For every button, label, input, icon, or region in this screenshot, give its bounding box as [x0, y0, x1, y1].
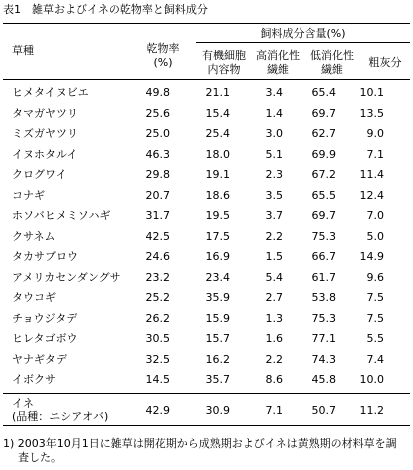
header-col-3-line2: 繊維	[321, 63, 343, 76]
header-bottom-rule	[3, 79, 410, 80]
header-col-1-line2: 内容物	[207, 63, 241, 76]
row-high-digest-fiber: 1.6	[265, 332, 283, 345]
row-dry-matter: 25.2	[145, 291, 170, 304]
table-top-rule	[3, 23, 410, 24]
row-dry-matter: 42.5	[145, 230, 170, 243]
row-low-digest-fiber: 69.9	[311, 148, 336, 161]
row-high-digest-fiber: 2.2	[265, 230, 283, 243]
row-low-digest-fiber: 69.7	[311, 107, 336, 120]
row-low-digest-fiber: 65.5	[311, 189, 336, 202]
footnote: 1) 2003年10月1日に雑草は開花期から成熟期およびイネは黄熟期の材料草を調	[3, 437, 397, 450]
row-low-digest-fiber: 75.3	[311, 312, 336, 325]
row-low-digest-fiber: 66.7	[311, 250, 336, 263]
header-col-4: 粗灰分	[368, 56, 402, 69]
row-species-name: タカサブロウ	[12, 250, 78, 263]
rice-separator-rule	[3, 393, 410, 394]
row-low-digest-fiber: 69.7	[311, 209, 336, 222]
row-low-digest-fiber: 62.7	[311, 127, 336, 140]
header-species: 草種	[12, 44, 34, 57]
row-high-digest-fiber: 1.3	[265, 312, 283, 325]
row-species-name: イヌホタルイ	[12, 148, 78, 161]
row-species-name: アメリカセンダングサ	[12, 271, 121, 284]
row-low-digest-fiber: 53.8	[311, 291, 336, 304]
row-low-digest-fiber: 65.4	[311, 86, 336, 99]
rice-variety: (品種：ニシアオバ)	[12, 410, 109, 423]
row-organic-cell: 15.4	[205, 107, 230, 120]
row-crude-ash: 5.0	[366, 230, 384, 243]
row-crude-ash: 11.4	[359, 168, 384, 181]
row-low-digest-fiber: 77.1	[311, 332, 336, 345]
header-dry-matter: 乾物率	[146, 42, 180, 55]
row-low-digest-fiber: 74.3	[311, 353, 336, 366]
row-organic-cell: 25.4	[205, 127, 230, 140]
rice-name: イネ	[12, 397, 34, 410]
row-dry-matter: 29.8	[145, 168, 170, 181]
row-organic-cell: 21.1	[205, 86, 230, 99]
row-organic-cell: 19.1	[205, 168, 230, 181]
footnote-continued: 査した。	[18, 451, 62, 464]
rice-low-digest-fiber: 50.7	[311, 404, 336, 417]
row-high-digest-fiber: 3.5	[265, 189, 283, 202]
feed-group-underline	[196, 42, 410, 43]
row-dry-matter: 46.3	[145, 148, 170, 161]
header-col-2: 高消化性	[256, 49, 300, 62]
row-high-digest-fiber: 1.5	[265, 250, 283, 263]
row-species-name: ヒレタゴボウ	[12, 332, 78, 345]
row-organic-cell: 15.9	[205, 312, 230, 325]
row-dry-matter: 30.5	[145, 332, 170, 345]
row-crude-ash: 7.0	[366, 209, 384, 222]
row-high-digest-fiber: 5.4	[265, 271, 283, 284]
row-dry-matter: 23.2	[145, 271, 170, 284]
header-col-2-line2: 繊維	[267, 63, 289, 76]
row-organic-cell: 16.9	[205, 250, 230, 263]
row-low-digest-fiber: 45.8	[311, 373, 336, 386]
row-dry-matter: 25.0	[145, 127, 170, 140]
row-species-name: クログワイ	[12, 168, 67, 181]
row-low-digest-fiber: 67.2	[311, 168, 336, 181]
row-crude-ash: 10.0	[359, 373, 384, 386]
row-organic-cell: 35.9	[205, 291, 230, 304]
row-dry-matter: 26.2	[145, 312, 170, 325]
row-organic-cell: 23.4	[205, 271, 230, 284]
row-crude-ash: 10.1	[359, 86, 384, 99]
row-high-digest-fiber: 2.7	[265, 291, 283, 304]
row-species-name: コナギ	[12, 189, 45, 202]
row-high-digest-fiber: 5.1	[265, 148, 283, 161]
row-crude-ash: 7.1	[366, 148, 384, 161]
rice-organic-cell: 30.9	[205, 404, 230, 417]
header-col-3: 低消化性	[310, 49, 354, 62]
row-organic-cell: 18.0	[205, 148, 230, 161]
row-species-name: クサネム	[12, 230, 56, 243]
row-dry-matter: 20.7	[145, 189, 170, 202]
row-dry-matter: 31.7	[145, 209, 170, 222]
row-crude-ash: 7.5	[366, 291, 384, 304]
row-crude-ash: 12.4	[359, 189, 384, 202]
row-crude-ash: 14.9	[359, 250, 384, 263]
row-species-name: タマガヤツリ	[12, 107, 78, 120]
row-high-digest-fiber: 1.4	[265, 107, 283, 120]
row-crude-ash: 7.5	[366, 312, 384, 325]
row-organic-cell: 15.7	[205, 332, 230, 345]
row-high-digest-fiber: 2.2	[265, 353, 283, 366]
row-dry-matter: 25.6	[145, 107, 170, 120]
row-high-digest-fiber: 8.6	[265, 373, 283, 386]
row-high-digest-fiber: 2.3	[265, 168, 283, 181]
header-col-1: 有機細胞	[202, 49, 246, 62]
row-low-digest-fiber: 61.7	[311, 271, 336, 284]
row-dry-matter: 32.5	[145, 353, 170, 366]
row-dry-matter: 24.6	[145, 250, 170, 263]
row-high-digest-fiber: 3.4	[265, 86, 283, 99]
row-organic-cell: 16.2	[205, 353, 230, 366]
row-species-name: ホソバヒメミソハギ	[12, 209, 111, 222]
row-organic-cell: 19.5	[205, 209, 230, 222]
row-species-name: ミズガヤツリ	[12, 127, 78, 140]
table-bottom-rule	[3, 425, 410, 426]
row-organic-cell: 35.7	[205, 373, 230, 386]
row-low-digest-fiber: 75.3	[311, 230, 336, 243]
rice-high-digest-fiber: 7.1	[265, 404, 283, 417]
header-dry-matter-unit: (%)	[153, 56, 173, 69]
row-high-digest-fiber: 3.0	[265, 127, 283, 140]
row-organic-cell: 18.6	[205, 189, 230, 202]
rice-crude-ash: 11.2	[359, 404, 384, 417]
header-feed-group: 飼料成分含量(%)	[260, 27, 346, 40]
row-dry-matter: 49.8	[145, 86, 170, 99]
row-species-name: ヒメタイヌビエ	[12, 86, 89, 99]
row-crude-ash: 13.5	[359, 107, 384, 120]
row-species-name: タウコギ	[12, 291, 56, 304]
row-dry-matter: 14.5	[145, 373, 170, 386]
row-organic-cell: 17.5	[205, 230, 230, 243]
row-high-digest-fiber: 3.7	[265, 209, 283, 222]
rice-dry-matter: 42.9	[145, 404, 170, 417]
row-crude-ash: 9.6	[366, 271, 384, 284]
row-species-name: チョウジタデ	[12, 312, 78, 325]
row-species-name: イボクサ	[12, 373, 56, 386]
row-crude-ash: 5.5	[366, 332, 384, 345]
row-species-name: ヤナギタデ	[12, 353, 67, 366]
table-title: 表1 雑草およびイネの乾物率と飼料成分	[3, 3, 208, 16]
row-crude-ash: 7.4	[366, 353, 384, 366]
row-crude-ash: 9.0	[366, 127, 384, 140]
